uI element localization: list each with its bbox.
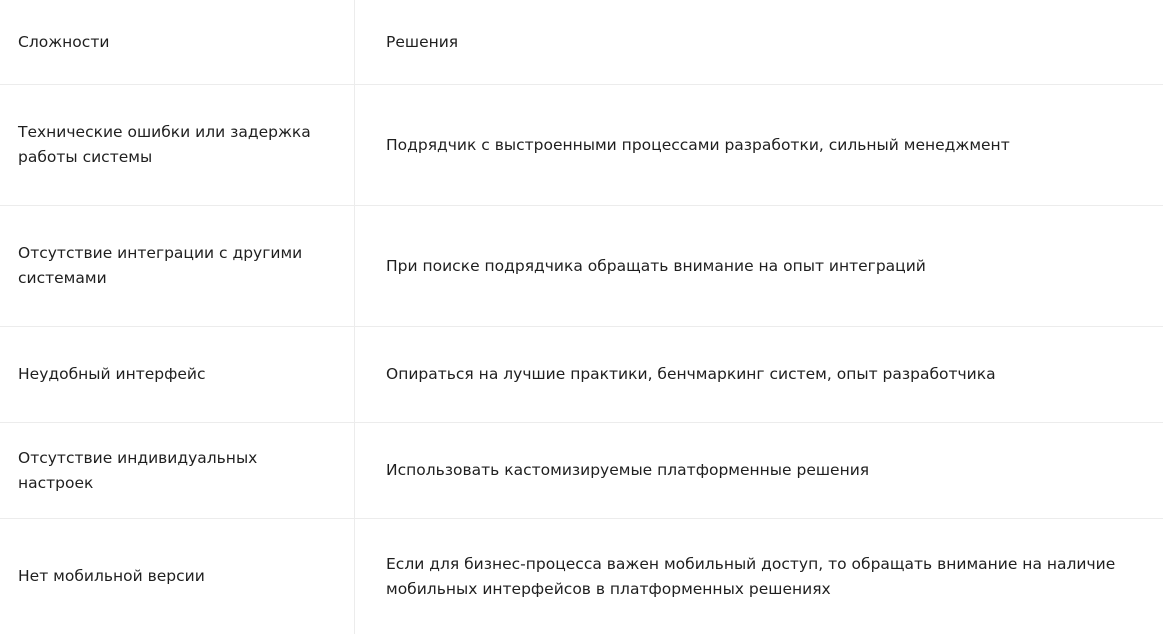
header-label-problems: Сложности [18, 32, 110, 51]
problem-cell [0, 206, 355, 326]
problem-text: Технические ошибки или задержка работы системы [18, 123, 311, 166]
table-header-row [0, 0, 1163, 85]
header-cell-problems [0, 0, 355, 84]
problem-text: Нет мобильной версии [18, 567, 205, 585]
problem-text: Неудобный интерфейс [18, 365, 206, 383]
problem-cell [0, 519, 355, 634]
solution-cell [355, 327, 1163, 422]
problem-text: Отсутствие индивидуальных настроек [18, 448, 258, 492]
solution-cell [355, 206, 1163, 326]
problem-text: Отсутствие интеграции с другими системами [18, 244, 303, 287]
solution-cell [355, 85, 1163, 205]
table-row [0, 423, 1163, 519]
problem-cell [0, 327, 355, 422]
table-row [0, 519, 1163, 634]
problem-cell [0, 85, 355, 205]
solution-text: Подрядчик с выстроенными процессами разработки, сильный менеджмент [386, 135, 1010, 154]
solution-text: Опираться на лучшие практики, бенчмаркинг систем, опыт разработчика [386, 365, 996, 383]
problem-cell [0, 423, 355, 518]
solution-text: Использовать кастомизируемые платформенные решения [386, 461, 870, 479]
header-cell-solutions [355, 0, 1163, 84]
table-row [0, 85, 1163, 206]
solution-cell [355, 423, 1163, 518]
table-row [0, 327, 1163, 423]
solution-text: При поиске подрядчика обращать внимание на опыт интеграций [386, 256, 926, 275]
header-label-solutions: Решения [386, 32, 459, 51]
solution-cell [355, 519, 1163, 634]
table-row [0, 206, 1163, 327]
solution-text: Если для бизнес-процесса важен мобильный доступ, то обращать внимание на наличие мобильных интерфейсов в платформенных решениях [386, 554, 1116, 598]
